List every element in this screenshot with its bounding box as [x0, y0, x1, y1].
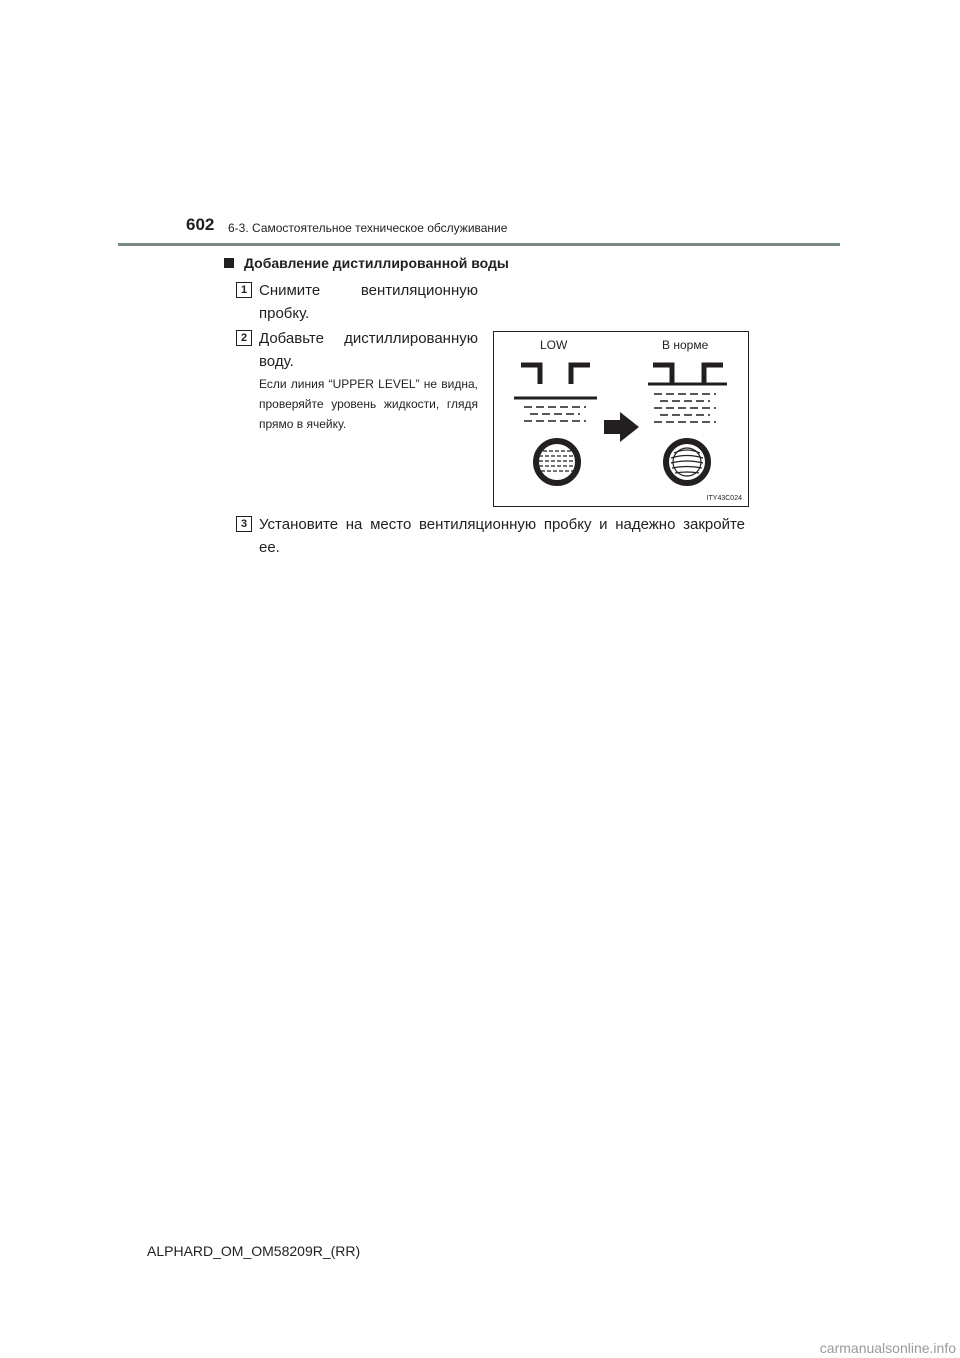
normal-lens-view	[666, 441, 708, 483]
step-number-1: 1	[236, 282, 252, 298]
low-liquid-lines	[524, 407, 586, 421]
step-number-2: 2	[236, 330, 252, 346]
normal-label: В норме	[662, 338, 709, 352]
section-heading-text: Добавление дистиллированной воды	[244, 255, 509, 271]
section-heading	[224, 255, 509, 271]
electrolyte-level-illustration	[494, 332, 748, 506]
step-number-3: 3	[236, 516, 252, 532]
normal-cell-wall-right	[704, 365, 723, 384]
step-2-note: Если линия “UPPER LEVEL” не видна, проверяйте уровень жидкости, глядя прямо в ячейку.	[259, 377, 478, 431]
bullet-square-icon	[224, 258, 234, 268]
electrolyte-level-figure	[493, 331, 749, 507]
section-title: 6-3. Самостоятельное техническое обслуживание	[228, 221, 508, 235]
header-divider	[118, 243, 840, 246]
normal-cell-wall-left	[653, 365, 672, 384]
footer-document-code: ALPHARD_OM_OM58209R_(RR)	[147, 1243, 361, 1259]
low-cell-wall-left	[521, 365, 540, 384]
step-3-text: Установите на место вентиляционную пробку и надежно закройте ее.	[259, 516, 745, 556]
step-2-text: Добавьте дистиллированную воду.	[259, 330, 478, 370]
low-lens-view	[536, 441, 578, 483]
page-number: 602	[186, 215, 215, 234]
low-label: LOW	[540, 338, 568, 352]
arrow-right-icon	[604, 412, 639, 442]
normal-liquid-lines	[654, 394, 716, 422]
watermark: carmanualsonline.info	[819, 1340, 956, 1356]
step-1-text: Снимите вентиляционную пробку.	[259, 282, 478, 322]
figure-code: ITY43C024	[706, 495, 742, 502]
low-cell-wall-right	[571, 365, 590, 384]
